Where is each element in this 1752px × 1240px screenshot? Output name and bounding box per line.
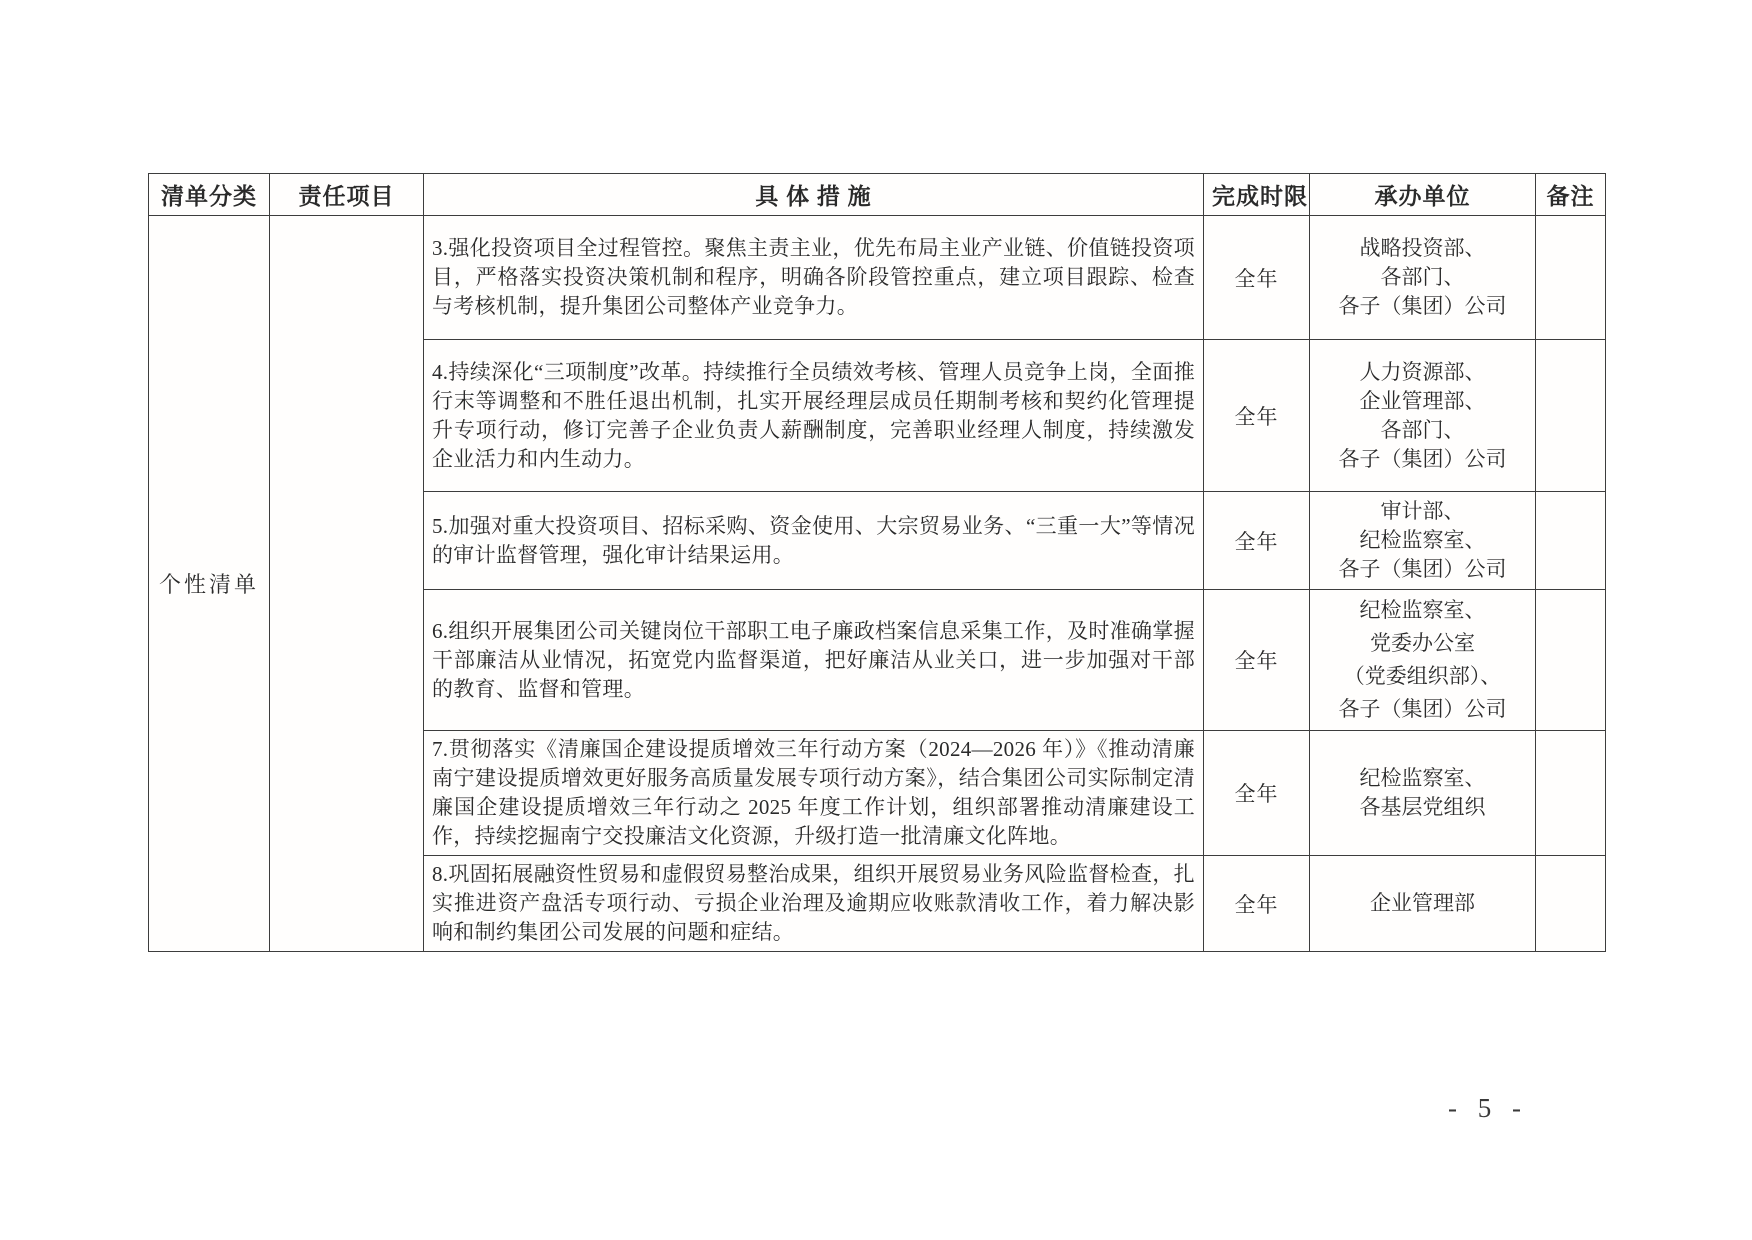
page-number: - 5 - <box>1448 1093 1528 1123</box>
units-cell <box>1310 216 1536 340</box>
remark-cell-empty <box>1536 856 1606 952</box>
table-header-row <box>149 174 1606 216</box>
deadline-cell: 全年 <box>1204 492 1310 590</box>
unit-line: （党委组织部）、 <box>1343 664 1502 688</box>
project-cell-empty <box>270 216 424 952</box>
unit-line: 各基层党组织 <box>1359 795 1486 819</box>
measure-cell: 8.巩固拓展融资性贸易和虚假贸易整治成果，组织开展贸易业务风险监督检查，扎实推进资产盘活专项行动、亏损企业治理及逾期应收账款清收工作，着力解决影响和制约集团公司发展的问题和症结。 <box>424 856 1204 952</box>
measure-cell: 7.贯彻落实《清廉国企建设提质增效三年行动方案（2024—2026 年）》《推动清廉南宁建设提质增效更好服务高质量发展专项行动方案》，结合集团公司实际制定清廉国企建设提质增效三年行动之 2025 年度工作计划，组织部署推动清廉建设工作，持续挖掘南宁交投廉洁文化资源，升级打造一批清廉文化阵地。 <box>424 731 1204 856</box>
header-unit: 承办单位 <box>1310 174 1536 216</box>
unit-line: 各子（集团）公司 <box>1338 697 1507 721</box>
unit-line: 纪检监察室、 <box>1359 528 1486 552</box>
remark-cell-empty <box>1536 216 1606 340</box>
unit-line: 党委办公室 <box>1370 631 1475 655</box>
unit-line: 纪检监察室、 <box>1359 598 1486 622</box>
deadline-cell: 全年 <box>1204 216 1310 340</box>
unit-line: 人力资源部、 <box>1359 359 1486 384</box>
measure-cell: 4.持续深化“三项制度”改革。持续推行全员绩效考核、管理人员竞争上岗，全面推行末等调整和不胜任退出机制，扎实开展经理层成员任期制考核和契约化管理提升专项行动，修订完善子企业负责人薪酬制度，完善职业经理人制度，持续激发企业活力和内生动力。 <box>424 340 1204 492</box>
remark-cell-empty <box>1536 731 1606 856</box>
measure-cell: 6.组织开展集团公司关键岗位干部职工电子廉政档案信息采集工作，及时准确掌握干部廉洁从业情况，拓宽党内监督渠道，把好廉洁从业关口，进一步加强对干部的教育、监督和管理。 <box>424 590 1204 731</box>
unit-line: 各子（集团）公司 <box>1338 446 1507 471</box>
deadline-cell: 全年 <box>1204 340 1310 492</box>
deadline-cell: 全年 <box>1204 856 1310 952</box>
unit-line: 各子（集团）公司 <box>1338 294 1507 318</box>
units-cell <box>1310 492 1536 590</box>
measure-cell: 5.加强对重大投资项目、招标采购、资金使用、大宗贸易业务、“三重一大”等情况的审计监督管理，强化审计结果运用。 <box>424 492 1204 590</box>
header-project: 责任项目 <box>270 174 424 216</box>
unit-line: 各部门、 <box>1380 417 1465 442</box>
remark-cell-empty <box>1536 492 1606 590</box>
unit-line: 企业管理部、 <box>1359 388 1486 413</box>
deadline-cell: 全年 <box>1204 731 1310 856</box>
category-cell: 个性清单 <box>149 216 270 952</box>
unit-line: 各子（集团）公司 <box>1338 557 1507 581</box>
units-cell <box>1310 590 1536 731</box>
header-deadline: 完成时限 <box>1204 174 1310 216</box>
unit-line: 企业管理部 <box>1370 891 1475 915</box>
remark-cell-empty <box>1536 590 1606 731</box>
unit-line: 纪检监察室、 <box>1359 766 1486 790</box>
units-cell <box>1310 340 1536 492</box>
header-measures: 具 体 措 施 <box>424 174 1204 216</box>
header-remark: 备注 <box>1536 174 1606 216</box>
unit-line: 战略投资部、 <box>1359 236 1486 260</box>
unit-line: 审计部、 <box>1380 499 1465 523</box>
header-category: 清单分类 <box>149 174 270 216</box>
units-cell <box>1310 731 1536 856</box>
units-cell <box>1310 856 1536 952</box>
unit-line: 各部门、 <box>1380 265 1465 289</box>
remark-cell-empty <box>1536 340 1606 492</box>
deadline-cell: 全年 <box>1204 590 1310 731</box>
responsibility-list-table <box>148 173 1606 952</box>
table-row-measure-3 <box>149 216 1606 340</box>
measure-cell: 3.强化投资项目全过程管控。聚焦主责主业，优先布局主业产业链、价值链投资项目，严格落实投资决策机制和程序，明确各阶段管控重点，建立项目跟踪、检查与考核机制，提升集团公司整体产业竞争力。 <box>424 216 1204 340</box>
